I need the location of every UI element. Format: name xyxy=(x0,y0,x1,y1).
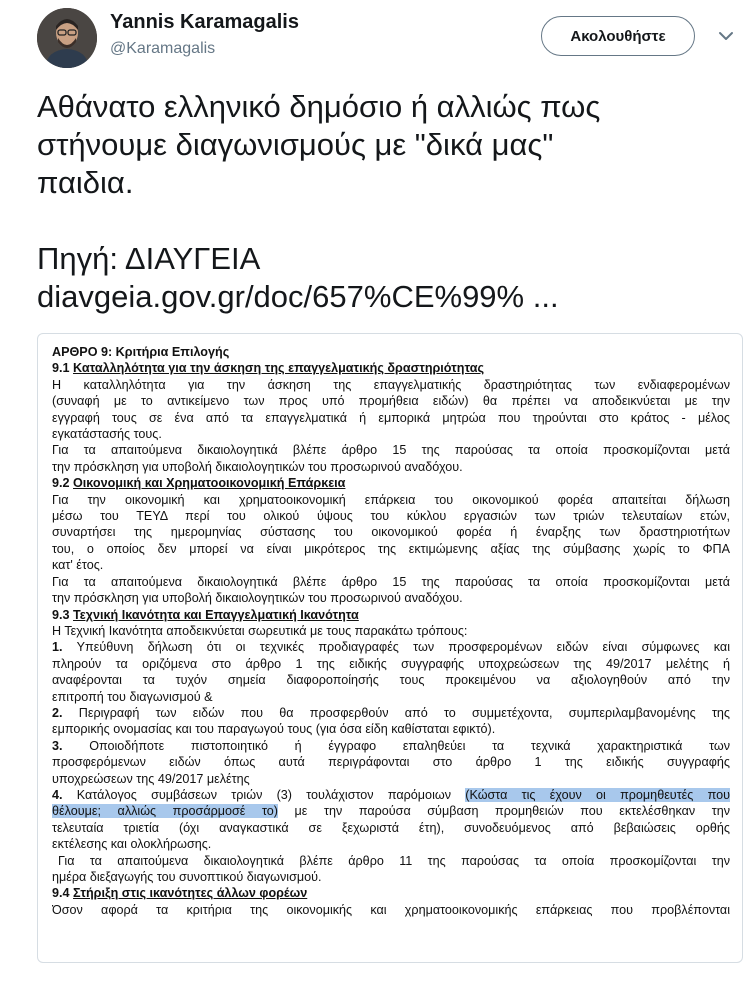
section-heading: 9.4 Στήριξη στις ικανότητες άλλων φορέων xyxy=(52,886,308,901)
highlighted-text: θέλουμε; αλλιώς προσάρμοσέ το) xyxy=(52,804,278,819)
document-line: (συναφή με το αντικείμενο των προς υπό προμήθεια ειδών) θα πρέπει να αποδεικνύεται με την xyxy=(52,394,730,409)
tweet-line: Αθάνατο ελληνικό δημόσιο ή αλλιώς πως xyxy=(37,89,601,124)
document-line: Για την οικονομική και χρηματοοικονομική επάρκεια του οικονομικού φορέα απαιτείται δήλωση xyxy=(52,492,730,507)
profile-photo-icon xyxy=(37,8,97,68)
document-line: Για τα απαιτούμενα δικαιολογητικά βλέπε άρθρο 15 της παρούσας τα οποία προσκομίζονται μετά xyxy=(52,574,730,589)
document-line: του, ο οποίος δεν μπορεί να είναι μικρότερος της εκτιμώμενης αξίας της σύμβασης χωρίς το ΦΠΑ xyxy=(52,541,730,556)
attached-image[interactable] xyxy=(37,333,743,963)
document-line: αναφέρονται τα τυχόν σημεία διαφοροποίησής τους προκειμένου να αξιολογηθούν από την xyxy=(52,673,730,688)
section-heading: 9.2 Οικονομική και Χρηματοοικονομική Επάρκεια xyxy=(52,476,346,491)
document-line: Για τα απαιτούμενα δικαιολογητικά βλέπε άρθρο 11 της παρούσας τα οποία προσκομίζονται την xyxy=(58,853,730,868)
document-line: κατ' έτος. xyxy=(52,558,104,573)
document-line: εγγραφή τους σε ένα από τα επαγγελματικά ή εμπορικά μητρώα που τηρούνται στο κράτος - μέλος xyxy=(52,410,730,425)
chevron-down-icon[interactable] xyxy=(716,26,736,46)
document-title: ΑΡΘΡΟ 9: Κριτήρια Επιλογής xyxy=(52,345,230,359)
tweet-line: στήνουμε διαγωνισμούς με "δικά μας" xyxy=(37,127,554,162)
document-line: Η Τεχνική Ικανότητα αποδεικνύεται σωρευτικά με τους παρακάτω τρόπους: xyxy=(52,623,468,638)
document-line: προσφερόμενων ειδών όπως αυτά περιγράφονται στο άρθρο 1 της ειδικής συγγραφής xyxy=(52,755,730,770)
document-line: συναρτήσει της ημερομηνίας σύστασης του οικονομικού φορέα ή έναρξης των δραστηριοτήτων xyxy=(52,525,730,540)
avatar[interactable] xyxy=(37,8,97,68)
user-handle[interactable]: @Karamagalis xyxy=(110,40,216,57)
highlighted-text: (Κώστα τις έχουν οι προμηθευτές που xyxy=(465,787,730,802)
document-line: Η καταλληλότητα για την άσκηση της επαγγελματικής δραστηριότητας των ενδιαφερομένων xyxy=(52,377,730,392)
tweet-text xyxy=(37,88,727,316)
list-item: 3. Οποιοδήποτε πιστοποιητικό ή έγγραφο επαληθεύει τα τεχνικά χαρακτηριστικά των xyxy=(52,738,730,753)
document-line: εκτέλεσης και ολοκλήρωσης. xyxy=(52,837,212,852)
document-excerpt xyxy=(52,344,730,918)
section-heading: 9.3 Τεχνική Ικανότητα και Επαγγελματική Ικανότητα xyxy=(52,607,359,622)
tweet-line: παιδια. xyxy=(37,165,134,200)
document-line: ημέρα διεξαγωγής του συνοπτικού διαγωνισμού. xyxy=(52,870,322,884)
document-line: μέσω του ΤΕΥΔ περί του ολικού ύψους του κύκλου εργασιών των τριών τελευταίων ετών, xyxy=(52,509,730,524)
document-line: επιτροπή του διαγωνισμού & xyxy=(52,689,213,704)
document-line: τελευταία τριετία (όχι αναγκαστικά σε ξεχωριστά έτη), συνοδευόμενος από βεβαιώσεις ορθής xyxy=(52,820,730,835)
tweet-source: Πηγή: ΔΙΑΥΓΕΙΑ xyxy=(37,241,261,276)
list-item: 4. Κατάλογος συμβάσεων τριών (3) τουλάχιστον παρόμοιων (Κώστα τις έχουν οι προμηθευτές που xyxy=(52,787,730,802)
document-line: Όσον αφορά τα κριτήρια της οικονομικής και χρηματοοικονομικής επάρκειας που προβλέπονται xyxy=(52,902,730,917)
section-heading: 9.1 Καταλληλότητα για την άσκηση της επαγγελματικής δραστηριότητας xyxy=(52,361,485,376)
tweet-link[interactable]: diavgeia.gov.gr/doc/657%CE%99% ... xyxy=(37,279,559,314)
document-line: εγκατάστασής τους. xyxy=(52,427,162,442)
document-line: την πρόσκληση για υποβολή δικαιολογητικών του προσωρινού αναδόχου. xyxy=(52,591,463,606)
tweet-header xyxy=(0,0,750,80)
display-name[interactable]: Yannis Karamagalis xyxy=(110,11,299,33)
document-line: υποχρεώσεων της 49/2017 μελέτης xyxy=(52,771,250,786)
document-line: την πρόσκληση για υποβολή δικαιολογητικών του προσωρινού αναδόχου. xyxy=(52,459,463,474)
document-line: εμπορικής ονομασίας και του παραγωγού τους (για όσα είδη καθίσταται εφικτό). xyxy=(52,722,496,737)
document-line: πληρούν τα οριζόμενα στο άρθρο 1 της ειδικής συγγραφής υποχρεώσεων της 49/2017 μελέτης ή xyxy=(52,656,730,671)
list-item: 1. Υπεύθυνη δήλωση ότι οι τεχνικές προδιαγραφές των προσφερομένων ειδών είναι σύμφωνες και xyxy=(52,640,730,655)
follow-button[interactable]: Ακολουθήστε xyxy=(541,16,695,56)
list-item: 2. Περιγραφή των ειδών που θα προσφερθούν από το συμμετέχοντα, συμπεριλαμβανομένης της xyxy=(52,705,730,720)
document-line: Για τα απαιτούμενα δικαιολογητικά βλέπε άρθρο 15 της παρούσας τα οποία προσκομίζονται μετά xyxy=(52,443,730,458)
document-line: θέλουμε; αλλιώς προσάρμοσέ το) με την παρούσα σύμβαση προμηθειών που εκτελέσθηκαν την xyxy=(52,804,730,819)
